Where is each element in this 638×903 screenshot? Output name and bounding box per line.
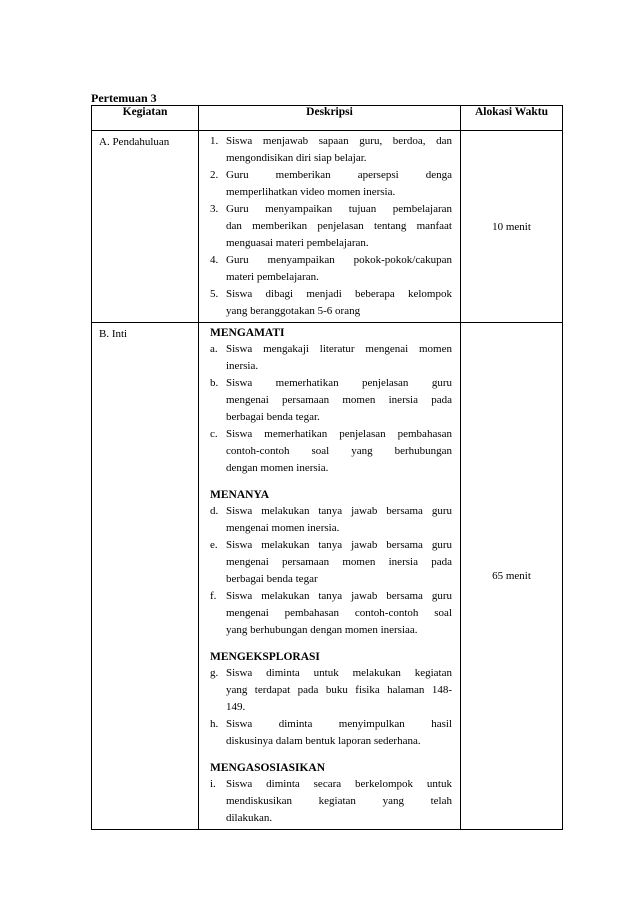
item-line: menguasai materi pembelajaran. — [226, 237, 369, 249]
table-row — [92, 131, 563, 323]
item-number: 3. — [210, 203, 219, 215]
item-text — [226, 133, 452, 167]
item-text — [226, 341, 452, 375]
list-item — [210, 341, 452, 375]
item-line: yang berhubungan dengan momen inersiaa. — [226, 624, 418, 636]
item-text — [226, 776, 452, 827]
item-number: h. — [210, 718, 219, 730]
header-deskripsi: Deskripsi — [199, 106, 461, 131]
deskripsi-cell — [199, 131, 461, 323]
list-item — [210, 716, 452, 750]
item-line: Guru menyampaikan pokok-pokok/cakupan — [226, 254, 452, 266]
list-item — [210, 201, 452, 252]
list-item — [210, 286, 452, 320]
item-line: Guru menyampaikan tujuan pembelajaran — [226, 203, 452, 215]
list-item — [210, 426, 452, 477]
list-item — [210, 503, 452, 537]
item-number: 1. — [210, 135, 219, 147]
item-line: dan memberikan penjelasan tentang manfaat — [226, 220, 452, 232]
item-line: dengan momen inersia. — [226, 462, 329, 474]
page-heading: Pertemuan 3 — [91, 91, 157, 105]
item-line: berbagai benda tegar — [226, 573, 318, 585]
item-line: Siswa menjawab sapaan guru, berdoa, dan — [226, 135, 452, 147]
header-alokasi-waktu: Alokasi Waktu — [461, 106, 563, 131]
item-line: mendiskusikan kegiatan yang telah — [226, 795, 452, 807]
item-line: Siswa dibagi menjadi beberapa kelompok — [226, 288, 452, 300]
waktu-cell: 10 menit — [461, 131, 563, 323]
table-row — [92, 323, 563, 830]
item-line: yang terdapat pada buku fisika halaman 148- — [226, 684, 452, 696]
item-line: mengenai persamaan momen inersia pada — [226, 556, 452, 568]
item-text — [226, 375, 452, 426]
item-text — [226, 716, 452, 750]
item-text — [226, 503, 452, 537]
item-line: inersia. — [226, 360, 259, 372]
list-item — [210, 167, 452, 201]
item-line: memperlihatkan video momen inersia. — [226, 186, 396, 198]
kegiatan-cell: B. Inti — [92, 323, 199, 830]
item-line: berbagai benda tegar. — [226, 411, 320, 423]
item-line: Siswa diminta secara berkelompok untuk — [226, 778, 452, 790]
deskripsi-list — [199, 131, 460, 322]
item-line: yang beranggotakan 5-6 orang — [226, 305, 361, 317]
list-item — [210, 665, 452, 716]
item-line: contoh-contoh soal yang berhubungan — [226, 445, 452, 457]
item-line: Siswa diminta menyimpulkan hasil — [226, 718, 452, 730]
item-number: e. — [210, 539, 218, 551]
item-number: i. — [210, 778, 216, 790]
item-line: mengenai persamaan momen inersia pada — [226, 394, 452, 406]
lesson-plan-table — [91, 105, 563, 830]
item-number: 2. — [210, 169, 219, 181]
item-line: Siswa mengakaji literatur mengenai momen — [226, 343, 452, 355]
item-text — [226, 286, 452, 320]
table-header-row — [92, 106, 563, 131]
item-line: Siswa memerhatikan penjelasan pembahasan — [226, 428, 452, 440]
item-line: Siswa melakukan tanya jawab bersama guru — [226, 590, 452, 602]
item-line: 149. — [226, 701, 246, 713]
item-line: dilakukan. — [226, 812, 273, 824]
section-title: MENGEKSPLORASI — [210, 651, 320, 663]
item-number: 4. — [210, 254, 219, 266]
item-number: f. — [210, 590, 217, 602]
item-number: d. — [210, 505, 219, 517]
item-text — [226, 201, 452, 252]
section-title: MENANYA — [210, 489, 269, 501]
item-number: b. — [210, 377, 219, 389]
item-text — [226, 588, 452, 639]
section-title: MENGASOSIASIKAN — [210, 762, 326, 774]
item-line: mengondisikan diri siap belajar. — [226, 152, 367, 164]
item-text — [226, 167, 452, 201]
item-text — [226, 665, 452, 716]
item-line: Siswa memerhatikan penjelasan guru — [226, 377, 452, 389]
item-line: mengenai momen inersia. — [226, 522, 340, 534]
item-line: Siswa diminta untuk melakukan kegiatan — [226, 667, 452, 679]
waktu-cell: 65 menit — [461, 323, 563, 830]
item-text — [226, 426, 452, 477]
item-line: Siswa melakukan tanya jawab bersama guru — [226, 505, 452, 517]
item-number: g. — [210, 667, 219, 679]
deskripsi-cell — [199, 323, 461, 830]
section-title: MENGAMATI — [210, 327, 285, 339]
list-item — [210, 133, 452, 167]
list-item — [210, 588, 452, 639]
item-text — [226, 537, 452, 588]
item-number: a. — [210, 343, 218, 355]
item-number: c. — [210, 428, 218, 440]
item-line: materi pembelajaran. — [226, 271, 319, 283]
kegiatan-cell: A. Pendahuluan — [92, 131, 199, 323]
list-item — [210, 776, 452, 827]
item-number: 5. — [210, 288, 219, 300]
deskripsi-list — [199, 323, 460, 829]
item-text — [226, 252, 452, 286]
list-item — [210, 252, 452, 286]
item-line: mengenai pembahasan contoh-contoh soal — [226, 607, 452, 619]
header-kegiatan: Kegiatan — [92, 106, 199, 131]
item-line: diskusinya dalam bentuk laporan sederhana. — [226, 735, 421, 747]
item-line: Guru memberikan apersepsi denga — [226, 169, 452, 181]
list-item — [210, 375, 452, 426]
item-line: Siswa melakukan tanya jawab bersama guru — [226, 539, 452, 551]
list-item — [210, 537, 452, 588]
